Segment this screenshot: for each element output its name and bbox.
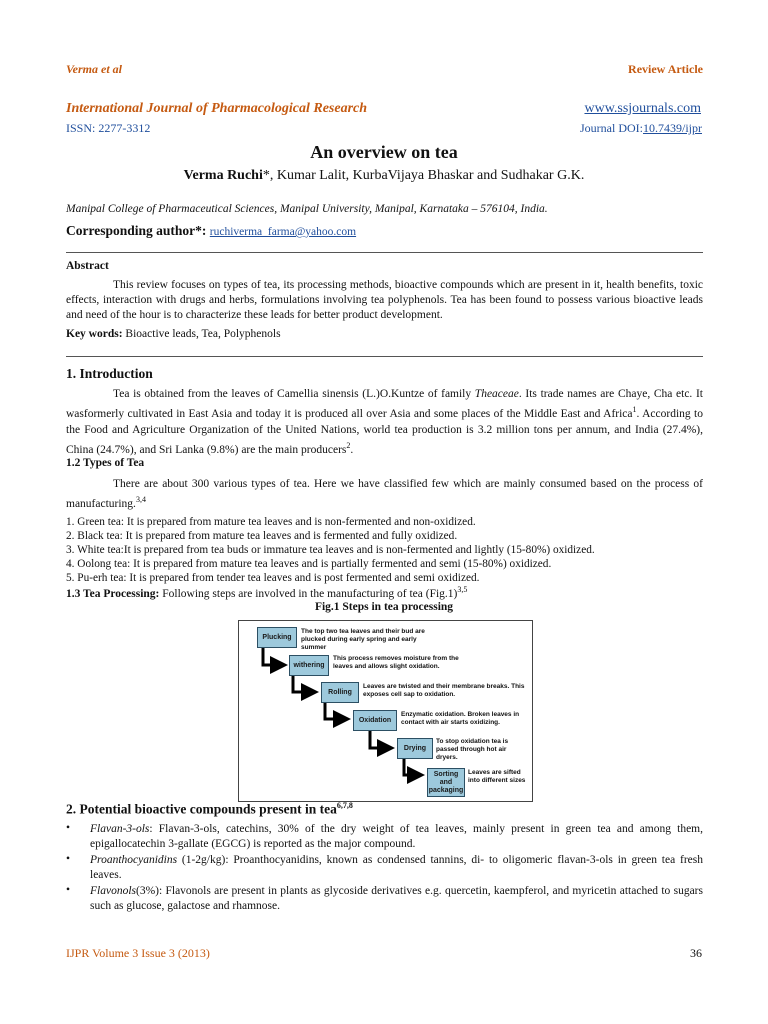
step-rolling: Rolling	[321, 682, 359, 703]
intro-ref-1: 1	[632, 405, 637, 414]
tea-type-item: 4. Oolong tea: It is prepared from mature tea leaves and is partially fermented and semi (15-80%) oxidized.	[66, 558, 552, 570]
intro-paragraph	[66, 386, 703, 458]
types-ref: 3,4	[135, 495, 146, 504]
arrow-4	[370, 731, 392, 748]
intro-text-d: .	[350, 443, 354, 456]
tea-type-item: 3. White tea:It is prepared from tea buds or immature tea leaves and is non-fermented and lightly (15-80%) oxidized.	[66, 544, 595, 556]
tea-type-item: 5. Pu-erh tea: It is prepared from tender tea leaves and is post fermented and semi oxidized.	[66, 572, 480, 584]
processing-ref: 3,5	[457, 585, 468, 594]
bullet-marker: •	[66, 853, 71, 865]
journal-name: International Journal of Pharmacological Research	[66, 101, 368, 116]
compound-item	[90, 853, 703, 883]
doi-label: Journal DOI:	[580, 121, 643, 135]
processing-label: 1.3 Tea Processing:	[66, 587, 160, 600]
step-drying-desc: To stop oxidation tea is passed through hot air dryers.	[436, 738, 509, 761]
step-oxidation: Oxidation	[353, 710, 397, 731]
arrow-5	[404, 758, 422, 775]
intro-heading: 1. Introduction	[66, 366, 153, 381]
step-plucking-desc: The top two tea leaves and their bud are plucked during early spring and early summer	[301, 628, 425, 651]
divider-top	[66, 252, 703, 253]
step-sorting-desc: Leaves are sifted into different sizes	[468, 769, 526, 784]
doi-link[interactable]: 10.7439/ijpr	[643, 121, 702, 135]
footer-volume: IJPR Volume 3 Issue 3 (2013)	[66, 946, 210, 960]
keywords-list: Bioactive leads, Tea, Polyphenols	[122, 328, 281, 340]
bullet-marker: •	[66, 822, 71, 834]
affiliation: Manipal College of Pharmaceutical Sciences, Manipal University, Manipal, Karnataka – 576104, India.	[66, 203, 548, 215]
compound-term: Flavan-3-ols	[90, 823, 150, 835]
tea-type-item: 1. Green tea: It is prepared from mature tea leaves and is non-fermented and non-oxidized.	[66, 516, 476, 528]
step-withering: withering	[289, 655, 329, 676]
step-drying: Drying	[397, 738, 433, 759]
journal-doi	[580, 121, 702, 136]
intro-family: Theaceae	[474, 388, 519, 400]
types-heading: 1.2 Types of Tea	[66, 457, 145, 469]
intro-text-b: . Its trade names are Chaye, Cha etc. It wasformerly cultivated in East Asia and today it is produced all over Asia and some places of the Middle East and Africa	[66, 388, 703, 420]
processing-text: Following steps are involved in the manufacturing of tea (Fig.1)	[159, 587, 458, 600]
step-withering-desc: This process removes moisture from the leaves and allows slight oxidation.	[333, 655, 459, 670]
step-plucking: Plucking	[257, 627, 297, 648]
running-author: Verma et al	[66, 62, 122, 76]
figure-caption: Fig.1 Steps in tea processing	[314, 601, 454, 613]
section2-title: 2. Potential bioactive compounds present in tea	[66, 801, 337, 817]
compound-desc: (1-2g/kg): Proanthocyanidins, known as condensed tannins, di- to oligomeric flavan-3-ols in green tea fresh leaves.	[90, 854, 703, 881]
types-text: There are about 300 various types of tea. Here we have classified few which are mainly consumed based on the process of manufacturing.	[66, 478, 703, 510]
processing-line	[66, 585, 467, 600]
section2-heading	[66, 801, 353, 818]
bullet-marker: •	[66, 884, 71, 896]
abstract-text: This review focuses on types of tea, its processing methods, bioactive compounds which are present in it, health benefits, toxic effects, interaction with drugs and herbs, formulations involving tea polyphenols. Tea has been found to possess various bioactive leads and need of the hour is to characterize these leads for better product development.	[66, 279, 703, 321]
intro-text-a: Tea is obtained from the leaves of Camellia sinensis (L.)O.Kuntze of family	[113, 388, 475, 400]
step-rolling-desc: Leaves are twisted and their membrane breaks. This exposes cell sap to oxidation.	[363, 683, 525, 698]
step-oxidation-desc: Enzymatic oxidation. Broken leaves in contact with air starts oxidizing.	[401, 711, 520, 726]
types-paragraph	[66, 477, 703, 512]
journal-website-link[interactable]: www.ssjournals.com	[584, 101, 701, 116]
arrow-1	[263, 648, 285, 665]
author-list	[0, 168, 768, 184]
corresponding-email-link[interactable]: ruchiverma_farma@yahoo.com	[209, 226, 357, 238]
issn: ISSN: 2277-3312	[66, 121, 151, 135]
corresponding-star: *	[262, 168, 270, 183]
intro-text-c: . According to the Food and Agriculture Organization of the United Nations, world tea production is 3.2 million tons per annum, and India (27.4%), China (24.7%), and Sri Lanka (9.8%) are the main producers	[66, 407, 703, 456]
tea-type-item: 2. Black tea: It is prepared from mature tea leaves and is fermented and fully oxidized.	[66, 530, 458, 542]
keywords	[66, 327, 281, 342]
section2-ref: 6,7,8	[336, 801, 353, 810]
compound-item	[90, 884, 703, 914]
keywords-label: Key words:	[66, 328, 123, 340]
intro-ref-2: 2	[346, 440, 351, 450]
compound-item	[90, 822, 703, 852]
tea-processing-figure	[238, 620, 533, 802]
arrow-2	[293, 675, 316, 692]
compound-desc: (3%): Flavonols are present in plants as glycoside derivatives e.g. quercetin, kaempferol, and myricetin attached to sugars such as glucose, galactose and rhamnose.	[90, 885, 703, 912]
paper-title: An overview on tea	[310, 142, 458, 162]
corresponding-author	[66, 223, 356, 239]
compound-desc: : Flavan-3-ols, catechins, 30% of the dry weight of tea leaves, mainly present in green tea and among them, epigallocatechin 3-gallate (EGCG) is reported as the major compound.	[90, 823, 703, 850]
step-sorting-packaging: Sorting and packaging	[427, 768, 465, 797]
lead-author: Verma Ruchi	[183, 168, 263, 183]
corresponding-label: Corresponding author*:	[66, 223, 207, 238]
compound-term: Flavonols	[90, 885, 136, 897]
co-authors: , Kumar Lalit, KurbaVijaya Bhaskar and Sudhakar G.K.	[269, 168, 585, 183]
compound-term: Proanthocyanidins	[90, 854, 178, 866]
abstract-heading: Abstract	[66, 260, 109, 272]
article-type: Review Article	[628, 62, 703, 76]
page-number: 36	[690, 946, 702, 960]
arrow-3	[325, 702, 348, 719]
divider-abstract	[66, 356, 703, 357]
